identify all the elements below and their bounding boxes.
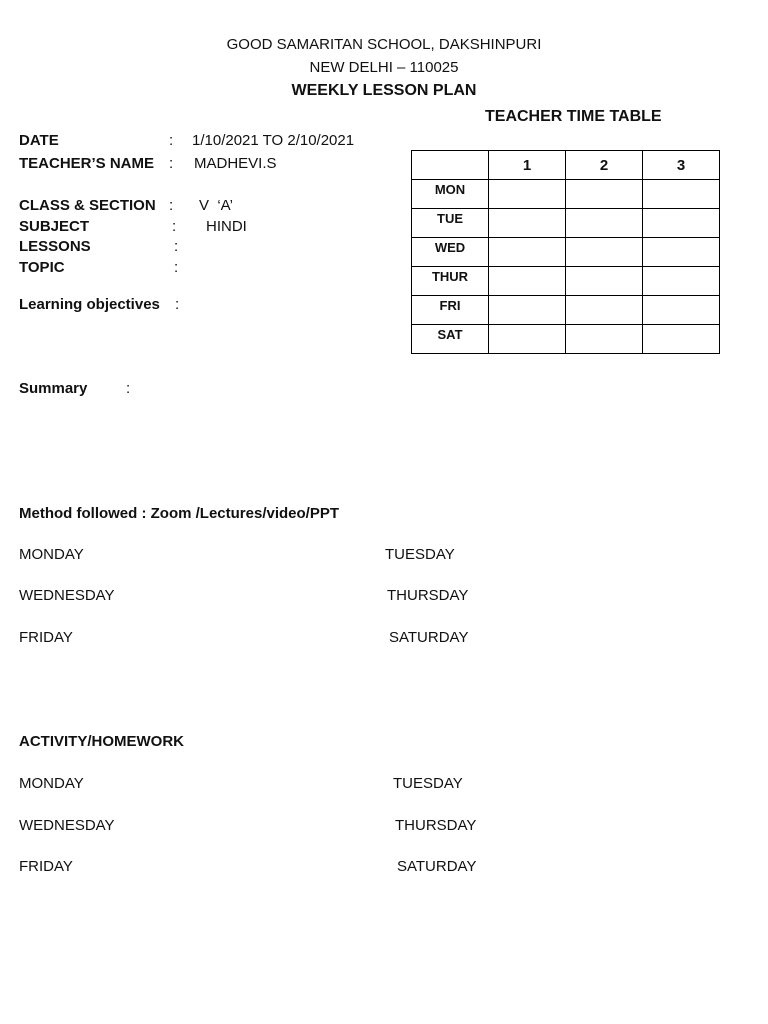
subject-label: SUBJECT	[19, 218, 90, 235]
method-day-wednesday: WEDNESDAY	[19, 587, 115, 604]
timetable-row	[412, 267, 720, 296]
timetable-cell	[489, 325, 566, 354]
method-day-friday: FRIDAY	[19, 629, 73, 646]
class-section-colon: :	[169, 197, 174, 214]
timetable-row	[412, 209, 720, 238]
activity-day-monday: MONDAY	[19, 775, 84, 792]
timetable-title: TEACHER TIME TABLE	[485, 108, 662, 125]
timetable-cell	[566, 267, 643, 296]
timetable-row	[412, 325, 720, 354]
timetable-cell	[489, 238, 566, 267]
day-cell-thur: THUR	[412, 267, 489, 296]
timetable-cell	[566, 209, 643, 238]
summary-colon: :	[126, 380, 131, 397]
activity-day-saturday: SATURDAY	[397, 858, 477, 875]
page-title: WEEKLY LESSON PLAN	[291, 82, 477, 99]
timetable-cell	[566, 180, 643, 209]
learning-objectives-colon: :	[175, 296, 180, 313]
timetable-cell	[489, 209, 566, 238]
day-cell-mon: MON	[412, 180, 489, 209]
timetable-cell	[643, 180, 720, 209]
subject-value: HINDI	[206, 218, 247, 235]
day-cell-sat: SAT	[412, 325, 489, 354]
period-header-3: 3	[643, 151, 720, 180]
subject-colon: :	[172, 218, 177, 235]
timetable-cell	[643, 238, 720, 267]
topic-label: TOPIC	[19, 259, 65, 276]
method-day-monday: MONDAY	[19, 546, 84, 563]
activity-day-tuesday: TUESDAY	[393, 775, 463, 792]
learning-objectives-label: Learning objectives	[19, 296, 160, 313]
date-label: DATE	[19, 132, 59, 149]
activity-homework-label: ACTIVITY/HOMEWORK	[19, 733, 184, 750]
timetable-cell	[566, 238, 643, 267]
method-day-thursday: THURSDAY	[387, 587, 469, 604]
timetable-cell	[566, 296, 643, 325]
period-header-2: 2	[566, 151, 643, 180]
day-cell-fri: FRI	[412, 296, 489, 325]
timetable-row	[412, 238, 720, 267]
teacher-name-colon: :	[169, 155, 174, 172]
day-cell-tue: TUE	[412, 209, 489, 238]
timetable-cell	[566, 325, 643, 354]
method-followed-label: Method followed : Zoom /Lectures/video/PPT	[19, 505, 340, 522]
method-day-tuesday: TUESDAY	[385, 546, 455, 563]
timetable-cell	[489, 296, 566, 325]
date-colon: :	[169, 132, 174, 149]
method-day-saturday: SATURDAY	[389, 629, 469, 646]
day-cell-wed: WED	[412, 238, 489, 267]
lessons-label: LESSONS	[19, 238, 91, 255]
timetable-row	[412, 180, 720, 209]
teacher-name-value: MADHEVI.S	[194, 155, 277, 172]
period-header-1: 1	[489, 151, 566, 180]
topic-colon: :	[174, 259, 179, 276]
activity-day-friday: FRIDAY	[19, 858, 73, 875]
timetable-cell	[643, 296, 720, 325]
class-section-label: CLASS & SECTION	[19, 197, 156, 214]
timetable-cell	[643, 209, 720, 238]
class-section-value: V ‘A’	[199, 197, 233, 214]
school-name: GOOD SAMARITAN SCHOOL, DAKSHINPURI	[226, 36, 542, 53]
timetable-cell	[643, 325, 720, 354]
timetable	[411, 150, 720, 354]
timetable-row	[412, 296, 720, 325]
timetable-cell	[489, 267, 566, 296]
summary-label: Summary	[19, 380, 88, 397]
school-address: NEW DELHI – 110025	[309, 59, 459, 76]
activity-day-wednesday: WEDNESDAY	[19, 817, 115, 834]
date-value: 1/10/2021 TO 2/10/2021	[192, 132, 355, 149]
activity-day-thursday: THURSDAY	[395, 817, 477, 834]
timetable-cell	[643, 267, 720, 296]
timetable-header-row	[412, 151, 720, 180]
timetable-corner-cell	[412, 151, 489, 180]
lessons-colon: :	[174, 238, 179, 255]
timetable-cell	[489, 180, 566, 209]
teacher-name-label: TEACHER’S NAME	[19, 155, 155, 172]
